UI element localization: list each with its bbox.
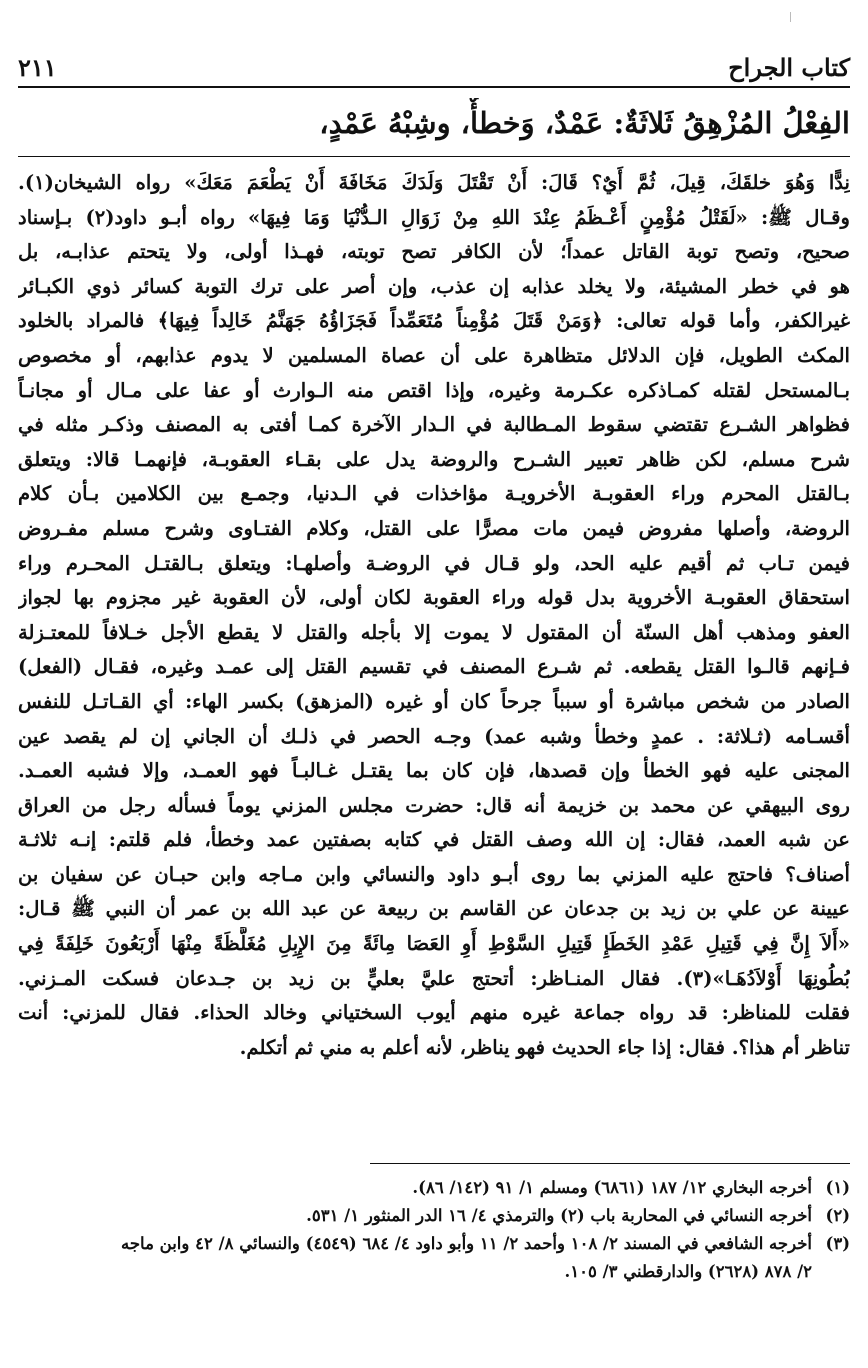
commentary-body [18, 166, 850, 1065]
commentary-line: بُطُونِهَا أَوْلاَدُهَـا»(٣). فقال المنـاظر: أتحتج عليَّ بعليٍّ بن زيد بن جـدعان فسكت المـزني. [18, 966, 850, 990]
commentary-line: بـالمستحل لقتله كمـاذكره عكـرمة وغيره، وإذا اقتص منه الـوارث أو عفا على مـال أو مجانـاً [18, 378, 850, 402]
commentary-line: الروضة، وأصلها مفروض فيمن مات مصرًّا على القتل، وكلام الفتـاوى وشرح مسلم مفـروض [18, 516, 850, 540]
footnote-item [18, 1174, 850, 1202]
commentary-line: شرح مسلم، لكن ظاهر تعبير الشـرح والروضة يدل على بقـاء العقوبـة، فإنهمـا قالا: ويتعلق [18, 447, 850, 471]
footnote-item [18, 1202, 850, 1230]
commentary-line: فقلت للمناظر: قد رواه جماعة غيره منهم أيوب السختياني وخالد الحذاء. فقال للمزني: أنت [18, 1001, 850, 1025]
page-header [18, 44, 850, 82]
commentary-line: نِدًّا وَهُوَ خلقَكَ، قِيلَ، ثُمَّ أَيٌ؟ قَالَ: أَنْ تَقْتَلَ وَلَدَكَ مَخَافَةَ أَنْ يَطْعَمَ مَعَكَ» رواه الشيخان(١). [18, 171, 850, 194]
running-title: كتاب الجراح [728, 53, 850, 82]
commentary-line: المجنى عليه فهو الخطأ وإن قصدها، فإن كان بما يقتـل غـالبـاً فهو العمـد، وإلا فشبه العمـد. [18, 759, 850, 783]
commentary-line: أقسـامه (ثـلاثة: . عمدٍ وخطأ وشبه عمد) وجـه الحصر في ذلـك أن الجاني إن لم يقصد عين [18, 724, 850, 748]
footnote-separator [370, 1163, 850, 1164]
footnote-continuation: ٢/ ٨٧٨ (٢٦٢٨) والدارقطني ٣/ ١٠٥. [564, 1262, 812, 1281]
footnote-text: أخرجه الشافعي في المسند ٢/ ١٠٨ وأحمد ٢/ ١١ وأبو داود ٤/ ٦٨٤ (٤٥٤٩) والنسائي ٨/ ٤٢ وابن ماجه [121, 1234, 812, 1253]
commentary-line: وقـال ﷺ: «لَقَتْلُ مُؤْمِنٍ أَعْـظَمُ عِنْدَ اللهِ مِنْ زَوَالِ الـدُّنْيَا وَمَا فِيهَا» رواه أبـو داود(٢) بـإسناد [18, 205, 850, 229]
scan-artifact-mark [790, 12, 791, 22]
footnote-item [18, 1230, 850, 1258]
commentary-line: استحقاق العقوبـة الأخروية بدل قوله وراء العقوبة لكان أولى، لأن العقوبة غير مجزوم بها لجواز [18, 586, 850, 610]
footnote-number: (٣) [825, 1234, 850, 1253]
matn-separator [18, 156, 850, 157]
commentary-line: فيمن تـاب ثم أقيم عليه الحد، ولو قـال في الروضـة وأصلهـا: ويتعلق بـالقتـل المحـرم وراء [18, 551, 850, 575]
commentary-line: الصادر من شخص مباشرة أو سبباً جرحاً كان أو غيره (المزهق) بكسر الهاء: أي القـاتـل للنفس [18, 689, 850, 713]
commentary-line: غيرالكفر، وأما قوله تعالى: ﴿وَمَنْ قَتَلَ مُؤْمِناً مُتَعَمِّداً فَجَزَاؤُهُ جَهَنَّمُ خَالِداً فِيهَا﴾ فالمراد بالخلود [18, 309, 850, 333]
commentary-line: «أَلاَ إِنَّ فِي قَتِيلِ عَمْدِ الخَطَإِ قَتِيلِ السَّوْطِ أَوِ العَصَا مِائَةً مِنَ الإِبِلِ مُغَلَّظَةً مِنْهَا أَرْبَعُونَ خَلِفَةً فِي [18, 932, 850, 956]
commentary-line: فـإنهم قالـوا القتل يقطعه. ثم شـرع المصنف في تقسيم القتل إلى عمـد وغيره، فقـال (الفعل) [18, 655, 850, 679]
commentary-line: بـالقتل المحرم وراء العقوبـة الأخرويـة مؤاخذات في الـدنيا، وجمـع بين الكلامين بـأن كلام [18, 482, 850, 506]
commentary-line: عن شبه العمد، فقال: إن الله وصف القتل في كتابه بصفتين عمد وخطأ، فلم قلتم: إنـه ثلاثـة [18, 828, 850, 852]
commentary-line: فظواهر الشـرع تقتضي سقوط المـطالبة في الـدار الآخرة كمـا أفتى به المصنف وذكـر مثله في [18, 413, 850, 437]
page-number: ٢١١ [18, 53, 57, 82]
footnote-number: (٢) [825, 1206, 850, 1225]
commentary-line: هو في خطر المشيئة، ولا يخلد عذابه إن عذب، وإن أصر على ترك التوبة كسائر ذوي الكبـائر [18, 274, 850, 298]
footnote-number: (١) [825, 1178, 850, 1197]
matn-text: الفِعْلُ المُزْهِقُ ثَلاثَةٌ: عَمْدٌ، وَخطأٌ، وشِبْهُ عَمْدٍ، [319, 106, 850, 140]
footnote-text: أخرجه النسائي في المحاربة باب (٢) والترمذي ٤/ ١٦ الدر المنثور ١/ ٥٣١. [306, 1206, 812, 1225]
commentary-line: المكث الطويل، فإن الدلائل متظاهرة على أن عصاة المسلمين لا يدوم عذابهم، أو مخصوص [18, 343, 850, 367]
commentary-line: عيينة عن علي بن زيد بن جدعان عن القاسم بن ربيعة عن عبد الله بن عمر أن النبي ﷺ قـال: [18, 897, 850, 921]
commentary-line: روى البيهقي عن محمد بن خزيمة أنه قال: حضرت مجلس المزني يوماً فسأله رجل من العراق [18, 793, 850, 817]
commentary-line: أصناف؟ فاحتج عليه المزني بما روى أبـو داود والنسائي وابن مـاجه وابن حبـان عن سفيان بن [18, 862, 850, 886]
commentary-line: تناظر أم هذا؟. فقال: إذا جاء الحديث فهو يناظر، لأنه أعلم به مني ثم أتكلم. [239, 1035, 850, 1059]
footnote-text: أخرجه البخاري ١٢/ ١٨٧ (٦٨٦١) ومسلم ١/ ٩١ (١٤٢/ ٨٦). [412, 1178, 812, 1197]
footnotes [18, 1174, 850, 1286]
commentary-line: العفو ومذهب أهل السنّة أن المقتول لا يموت إلا بأجله والقتل لا يقطع الأجل خـلافاً للمعتـزلة [18, 620, 850, 644]
header-rule [18, 86, 850, 88]
commentary-line: صحيح، وتصح توبة القاتل عمداً؛ لأن الكافر تصح توبته، فهـذا أولى، ولا يتحتم عذابـه، بل [18, 240, 850, 264]
